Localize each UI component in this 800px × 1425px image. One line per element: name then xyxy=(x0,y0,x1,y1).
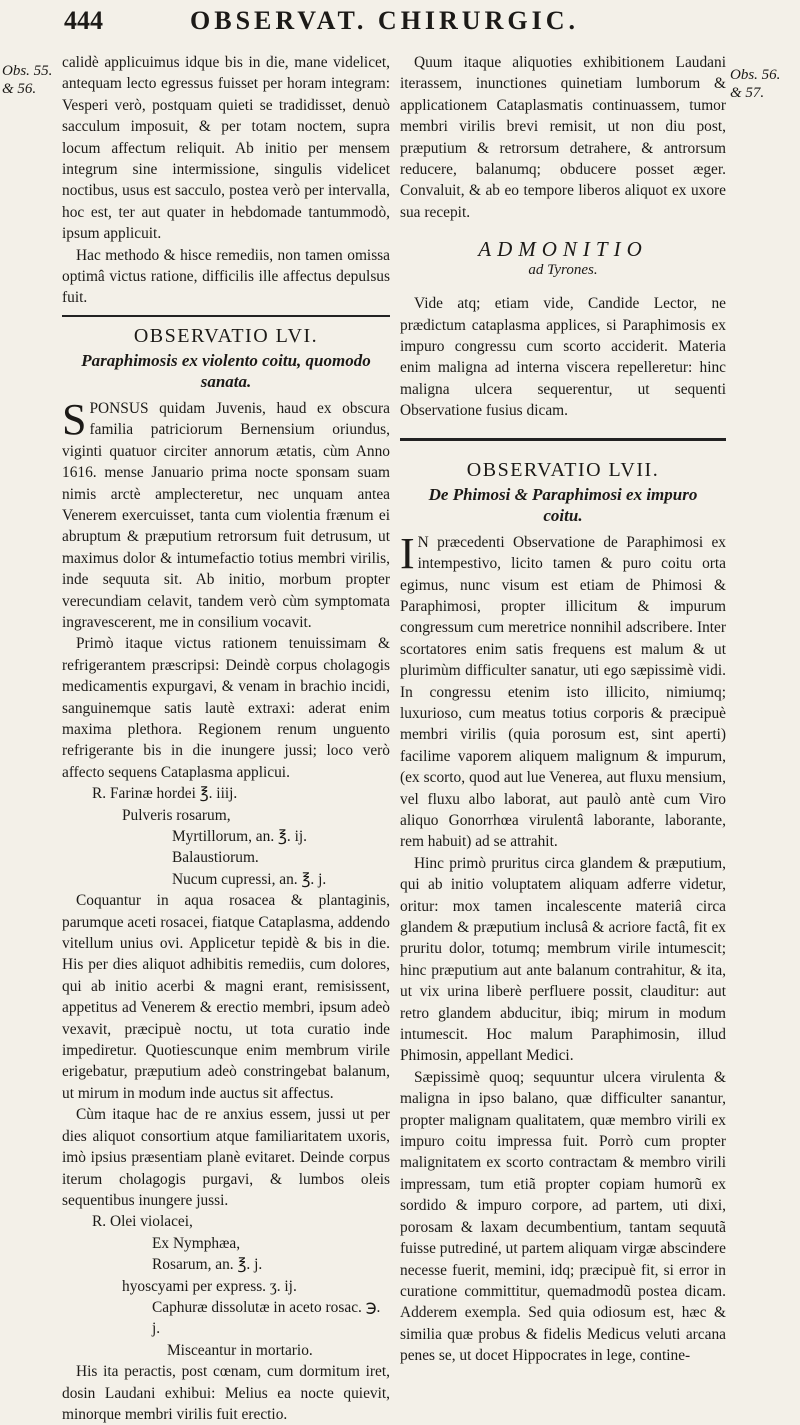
paragraph: Coquantur in aqua rosacea & plantaginis, parumque aceti rosacei, fiatque Cataplasma, addendo vitellum unius ovi. Applicetur tepidè & bis in die. His per dies aliquot adhibitis remediis, cum dolores, qui ab initio acerbi & magni erant, remisissent, appetitus ad Venerem & erectio membri, ipsum adeò vexavit, præcipuè noctu, ut tota curatio inde impediretur. Quotiescunque enim membrum virile erigebatur, præputium adeò constringebat balanum, ut mirum in modum inde auctus sit affectus. xyxy=(62,892,390,1102)
left-column xyxy=(62,52,390,1425)
right-column xyxy=(400,52,726,1367)
paragraph: Cùm itaque hac de re anxius essem, jussi ut per dies aliquot consortium atque familiaritatem uxoris, imò ipsius præsentiam planè evitaret. Deinde corpus iterum cholagogis purgavi, & lumbos oleis sequentibus inungere jussi. xyxy=(62,1106,390,1209)
prescription-line: Pulveris rosarum, xyxy=(122,806,231,824)
paragraph: Primò itaque victus rationem tenuissimam & refrigerantem præscripsi: Deindè corpus cholagogis medicamentis expurgavi, & venam in brachio incidi, sanguinemque satis lautè extraxi: aderat enim maxima plethora. Regionem renum unguento refrigerante bis in die inungere jussi; loco verò affecto sequens Cataplasma applicui. xyxy=(62,635,390,781)
paragraph: I N præcedenti Observatione de Paraphimosi ex intempestivo, licito tamen & puro coitu orta egimus, nunc visum est etiam de Phimosi & Paraphimosi, propter illicitum & impurum congressum cum meretrice nonnihil adscribere. Inter scortatores enim satis frequens est malum & ut plurimùm difficulter sanatur, uti ego sæpissimè vidi. In congressu etenim isto illicito, nimiumq; luxurioso, cum meatus totius corporis & præcipuè membri virilis (quia porosum est, sint aperti) facilime vaporem aliquem malignum & impurum, (ex scorto, quod aut lue Venerea, aut fluxu mensium, vel fluxu albo laborat, aut paulò antè cum Viro aliquo Gonorrhœa virulentâ laborante, laborante, rem habuit) ad se attrahit. xyxy=(400,528,726,851)
prescription-line: Caphuræ dissolutæ in aceto rosac. ℈. j. xyxy=(152,1298,381,1338)
paragraph: calidè applicuimus idque bis in die, mane videlicet, antequam lecto egressus fuisset per horam integram: Vesperi verò, postquam quieti se tradidisset, denuò sacculum imposuit, & per totam noctem, supra locum affectum reliquit. Ab initio per mensem integrum sine intermissione, singulis videlicet noctibus, usus est sacculo, postea verò per intervalla, hoc est, ter aut quater in hebdomade tantummodò, ipsum applicuit. xyxy=(62,54,390,243)
page-number: 444 xyxy=(64,6,103,35)
prescription-1 xyxy=(62,783,390,890)
running-header xyxy=(60,4,750,48)
prescription-line: Myrtillorum, an. ℥. ij. xyxy=(172,828,307,845)
section-divider xyxy=(400,438,726,441)
prescription-line: R. Farinæ hordei ℥. iiij. xyxy=(92,785,238,803)
admonitio-title: ADMONITIO xyxy=(478,237,648,262)
section-divider xyxy=(62,315,390,317)
margin-note-right: Obs. 56. & 57. xyxy=(730,67,781,101)
admonitio-subtitle: ad Tyrones. xyxy=(528,262,598,279)
prescription-line: hyoscyami per express. ʒ. ij. xyxy=(122,1277,297,1295)
drop-cap: I xyxy=(400,528,415,578)
observation-57-title: OBSERVATIO LVII. xyxy=(466,458,660,481)
paragraph: Sæpissimè quoq; sequuntur ulcera virulenta & maligna in ipso balano, quæ difficulter sanantur, propter malignam qualitatem, quæ membro virili ex impuro coitu impressa fuit. Porrò cum propter malignitatem ex scorto contractam & membro virili impressam, tum etiã propter copiam humorũ ex sordido & impuro corpore, ad partem, uti dixi, porosam & laxam decumbentium, tantam sequutã fuisse putrediné, ut partem aliquam virgæ abscindere necesse fuerit, memini, idq; præcipuè fit, si error in curatione committitur, quemadmodũ postea dicam. Adderem exempla. Sed quia odiosum est, hæc & similia quæ probus & fidelis Medicus veluti arcana penes se, ut docet Hippocrates in lege, contine- xyxy=(400,1068,726,1365)
paragraph: Hinc primò pruritus circa glandem & præputium, qui ab initio voluptatem aliquam adferre videtur, oritur: mox tamen incalescente materiâ circa glandem & præputium inclusâ & acriore factâ, fit ex pruritu dolor, totumq; membrum virile intumescit; hinc præputium aut ante balanum contrahitur, & ita, ut vix urina liberè perfluere possit, clauditur: aut retro glandem abducitur, ibiq; mirum in modum intumescit. Hoc malum Paraphimosin, illud Phimosin, appellant Medici. xyxy=(400,854,726,1065)
paragraph: His ita peractis, post cœnam, cum dormitum iret, dosin Laudani exhibui: Melius ea nocte quievit, minorque membri virilis fuit erectio. xyxy=(62,1363,390,1423)
prescription-line: Ex Nymphæa, xyxy=(152,1234,241,1252)
paragraph: Vide atq; etiam vide, Candide Lector, ne prædictum cataplasma applices, si Paraphimosis ex impuro congressu cum scorto acciderit. Materia enim maligna ad interna viscera repelleretur: hinc maligna ulcera sequerentur, ut sequenti Observatione fusius dicam. xyxy=(400,295,726,420)
prescription-line: Misceantur in mortario. xyxy=(167,1341,313,1359)
observation-57-subtitle: De Phimosi & Paraphimosi ex impuro coitu. xyxy=(428,484,698,525)
prescription-2 xyxy=(62,1211,390,1361)
prescription-line: Rosarum, an. ℥. j. xyxy=(152,1256,263,1274)
prescription-line: R. Olei violacei, xyxy=(92,1213,193,1231)
margin-note-left: Obs. 55. & 56. xyxy=(2,63,53,97)
paragraph: Hac methodo & hisce remediis, non tamen omissa optimâ victus ratione, difficilis ille affectus depulsus fuit. xyxy=(62,246,390,307)
drop-cap: S xyxy=(62,394,87,444)
prescription-line: Nucum cupressi, an. ℥. j. xyxy=(172,870,327,888)
running-title: OBSERVAT. CHIRURGIC. xyxy=(190,6,579,35)
observation-56-subtitle: Paraphimosis ex violento coitu, quomodo sanata. xyxy=(81,350,371,391)
observation-56-title: OBSERVATIO LVI. xyxy=(133,324,319,347)
paragraph: Quum itaque aliquoties exhibitionem Laudani iterassem, inunctiones quinetiam lumborum & applicationem Cataplasmatis continuassem, tumor membri virilis brevi remisit, ut non diu post, præputium & retrorsum detrahere, & antrorsum reducere, balanumq; obducere posset æger. Convaluit, & ab eo tempore liberos aliquot ex uxore sua recepit. xyxy=(400,54,726,221)
paragraph: SPONSUS quidam Juvenis, haud ex obscura familia patriciorum Bernensium oriundus, viginti quatuor circiter annorum ætatis, cùm Anno 1616. mense Januario prima nocte sponsam suam nimis arctè amplecteretur, nec unquam antea Venerem exercuisset, tanta cum violentia frænum ei abruptum & præputium retrorsum fuit detrusum, ut maximus dolor & intumefactio totius membri virilis, inde sequuta sit. Ab initio, morbum propter verecundiam celavit, tandem verò cùm symptomata ingravescerent, me in consilium vocavit. xyxy=(62,394,390,631)
prescription-line: Balaustiorum. xyxy=(172,849,259,867)
